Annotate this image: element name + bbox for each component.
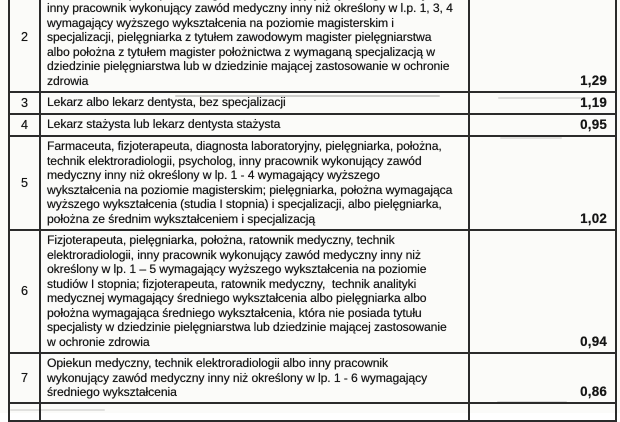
table-row <box>10 0 615 93</box>
description-line: Lekarz albo lekarz dentysta, bez specjalizacji <box>47 95 286 110</box>
description-line: dziedzinie pielęgniarstwa lub w dziedzinie mającej zastosowanie w ochronie <box>47 59 450 73</box>
description-line: wykształcenia na poziomie magisterskim; pielęgniarka, położna wymagająca <box>47 182 453 197</box>
row-number-cell <box>10 115 41 135</box>
description-line: specjalisty w dziedzinie pielęgniarstwa lub dziedzinie mającej zastosowanie <box>47 320 447 334</box>
row-value: 0,94 <box>580 333 607 349</box>
table-row <box>10 404 615 422</box>
description-line: Farmaceuta, fizjoterapeuta, diagnosta laboratoryjny, pielęgniarka, położna, <box>47 139 442 153</box>
description-line: specjalizacji, pielęgniarka z tytułem zawodowym magister pielęgniarstwa <box>47 30 432 44</box>
description-line: Opiekun medyczny, technik elektroradiologii albo inny pracownik <box>47 356 388 370</box>
salary-coefficient-table <box>8 0 617 422</box>
table-row <box>10 231 615 354</box>
description-line: technik elektroradiologii, psycholog, inny pracownik wykonujący zawód <box>47 153 422 168</box>
row-number-cell <box>10 404 41 420</box>
row-description-cell <box>41 0 468 91</box>
table-row <box>10 115 615 137</box>
description-line: medycznej wymagający średniego wykształcenia albo pielęgniarka albo <box>47 291 427 305</box>
row-number: 7 <box>20 370 28 385</box>
row-number: 2 <box>20 30 28 45</box>
description-line: Fizjoterapeuta, pielęgniarka, położna, ratownik medyczny, technik <box>47 233 395 247</box>
description-line: zdrowia <box>47 73 89 88</box>
row-value: 1,19 <box>580 94 607 110</box>
description-line: wyższego wykształcenia (studia I stopnia) i specjalizacji, albo pielęgniarka, <box>47 197 442 211</box>
row-value-cell <box>468 354 615 403</box>
description-line: Lekarz stażysta lub lekarz dentysta stażysta <box>47 117 281 132</box>
row-value: 0,95 <box>580 116 607 132</box>
description-line: wykonujący zawód medyczny inny niż określony w lp. 1 - 6 wymagający <box>47 370 428 385</box>
row-value: 0,86 <box>580 384 607 399</box>
description-line: albo położna z tytułem magister położnictwa z wymaganą specjalizacją w <box>47 44 435 59</box>
table-row <box>10 354 615 405</box>
row-number-cell <box>10 0 41 91</box>
description-line: studiów I stopnia; fizjoterapeuta, ratownik medyczny, technik analityki <box>47 276 417 291</box>
description-line: położna wymagająca średniego wykształcenia, która nie posiada tytułu <box>47 305 422 320</box>
row-number-cell <box>10 93 41 113</box>
description-line: wymagający wyższego wykształcenia na poziomie magisterskim i <box>47 15 394 30</box>
description-line: w ochronie zdrowia <box>47 334 150 349</box>
description-line: położna ze średnim wykształceniem i specjalizacją <box>47 211 316 226</box>
row-value-cell <box>468 137 615 229</box>
row-description-cell <box>41 137 468 229</box>
row-description-cell <box>41 231 468 352</box>
description-line: elektroradiologii, inny pracownik wykonujący zawód medyczny inny niż <box>47 247 421 262</box>
row-value-cell <box>468 93 615 113</box>
row-value-cell <box>468 404 615 420</box>
row-number-cell <box>10 354 41 403</box>
row-description-cell <box>41 115 468 135</box>
row-number: 3 <box>20 95 28 110</box>
row-value-cell <box>468 231 615 352</box>
row-value-cell <box>468 115 615 135</box>
row-value: 1,02 <box>580 210 607 226</box>
row-description-cell <box>41 93 468 113</box>
row-number: 5 <box>20 175 28 190</box>
row-number: 6 <box>20 284 28 298</box>
description-line: określony w lp. 1 – 5 wymagający wyższego wykształcenia na poziomie <box>47 262 427 276</box>
description-line: inny pracownik wykonujący zawód medyczny inny niż określony w l.p. 1, 3, 4 <box>47 1 453 15</box>
row-value-cell <box>468 0 615 91</box>
description-line: medyczny inny niż określony w lp. 1 - 4 wymagający wyższego <box>47 168 380 182</box>
row-description-cell <box>41 354 468 403</box>
row-description-cell <box>41 404 468 420</box>
description-line: średniego wykształcenia <box>47 385 177 399</box>
row-number-cell <box>10 231 41 352</box>
row-value: 1,29 <box>580 72 607 88</box>
row-number-cell <box>10 137 41 229</box>
table-row <box>10 93 615 115</box>
table-row <box>10 137 615 231</box>
row-number: 4 <box>20 117 28 132</box>
